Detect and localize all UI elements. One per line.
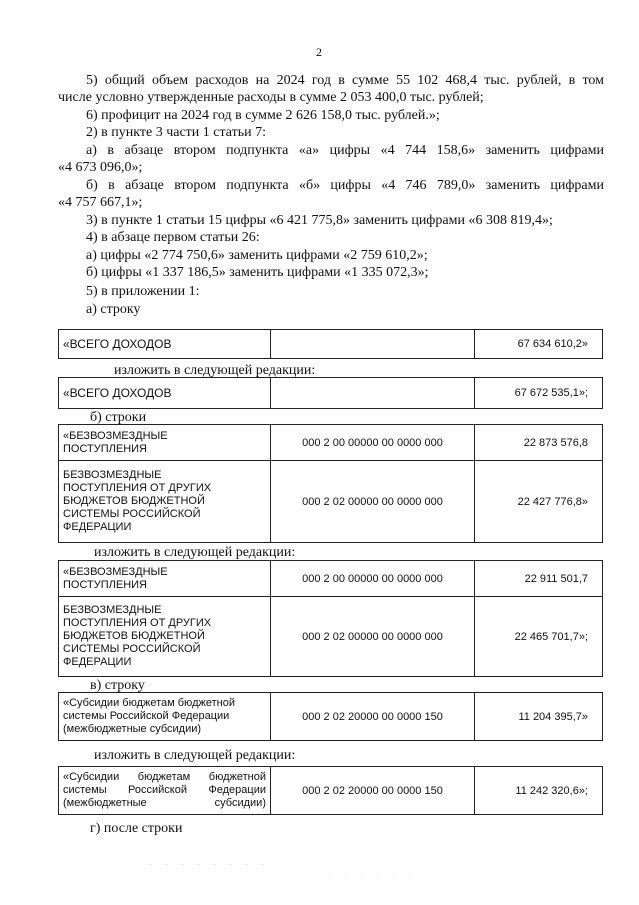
table-cell-name [59,693,271,741]
table-cell-value: 22 873 576,8 [475,425,603,461]
table-cell-code: 000 2 00 00000 00 0000 000 [271,425,475,461]
paragraph-article7: 2) в пункте 3 части 1 статьи 7: [86,125,267,140]
table-cell-name: «ВСЕГО ДОХОДОВ [59,378,271,409]
table-cell-name [59,561,271,597]
paragraph-new-edition-3: изложить в следующей редакции: [94,748,296,763]
table-cell-name-line: ФЕДЕРАЦИИ [63,656,132,668]
table-cell-name-line: СИСТЕМЫ РОССИЙСКОЙ [63,508,201,520]
table-cell-name-line: (межбюджетные субсидии) [63,797,266,809]
page-number: 2 [316,45,322,59]
table-cell-value: 11 242 320,6»; [475,767,603,815]
paragraph-new-edition-1: изложить в следующей редакции: [114,363,316,378]
table-cell-value: 67 634 610,2» [475,330,603,359]
table-cell-code: 000 2 02 00000 00 0000 000 [271,461,475,543]
table-cell-name-line: ПОСТУПЛЕНИЯ [63,578,148,591]
table-gratuitous-income-new [58,560,603,677]
table-cell-name-line: «Субсидии бюджетам бюджетной [63,771,266,783]
table-cell-name-line: ПОСТУПЛЕНИЯ ОТ ДРУГИХ [63,482,212,494]
table-cell-name-line: СИСТЕМЫ РОССИЙСКОЙ [63,643,201,655]
table-row [59,330,603,359]
paragraph-row-v: в) строку [90,678,145,693]
table-cell-name-line: БЕЗВОЗМЕЗДНЫЕ [63,469,162,481]
paragraph-new-edition-2: изложить в следующей редакции: [94,545,296,560]
table-row [59,378,603,409]
table-cell-name-line: «БЕЗВОЗМЕЗДНЫЕ [63,429,168,442]
table-cell-code: 000 2 02 20000 00 0000 150 [271,767,475,815]
table-row [59,461,603,543]
paragraph-expenses-line2: числе условно утвержденные расходы в сумме 2 053 400,0 тыс. рублей; [58,90,484,105]
scan-noise: . . . . . . . . [150,858,270,867]
table-row [59,425,603,461]
paragraph-subpoint-b-line2: «4 757 667,1»; [58,195,143,210]
table-cell-name-line: БЮДЖЕТОВ БЮДЖЕТНОЙ [63,630,205,642]
paragraph-subpoint-a-line1: а) в абзаце втором подпункта «а» цифры «4 744 158,6» заменить цифрами [86,143,604,158]
table-cell-value: 22 427 776,8» [475,461,603,543]
table-cell-name-line: ПОСТУПЛЕНИЯ ОТ ДРУГИХ [63,617,212,629]
scan-noise: . . . . . . [330,870,418,879]
table-total-income-new [58,377,603,409]
paragraph-article26: 4) в абзаце первом статьи 26: [86,230,260,245]
table-cell-code: 000 2 02 00000 00 0000 000 [271,597,475,677]
paragraph-row-a: а) строку [86,302,141,317]
table-cell-value: 11 204 395,7» [475,693,603,741]
table-row [59,597,603,677]
table-cell-name-line: «БЕЗВОЗМЕЗДНЫЕ [63,565,168,578]
table-row [59,561,603,597]
paragraph-after-row-g: г) после строки [90,821,183,836]
table-cell-code: 000 2 02 20000 00 0000 150 [271,693,475,741]
paragraph-surplus: 6) профицит на 2024 год в сумме 2 626 158,0 тыс. рублей.»; [86,108,440,123]
paragraph-article26-a: а) цифры «2 774 750,6» заменить цифрами «2 759 610,2»; [86,248,428,263]
paragraph-rows-b: б) строки [90,410,147,425]
table-cell-name [59,461,271,543]
table-row [59,693,603,741]
table-cell-name-line: «Субсидии бюджетам бюджетной [63,697,235,709]
table-total-income-old [58,329,603,359]
table-cell-name [59,597,271,677]
table-cell-name [59,425,271,461]
paragraph-subpoint-a-line2: «4 673 096,0»; [58,160,143,175]
table-cell-value: 22 465 701,7»; [475,597,603,677]
table-cell-name-line: ПОСТУПЛЕНИЯ [63,442,148,455]
paragraph-expenses-line1: 5) общий объем расходов на 2024 год в сумме 55 102 468,4 тыс. рублей, в том [86,73,604,88]
table-gratuitous-income-old [58,424,603,543]
table-cell-name-line: системы Российской Федерации [63,784,266,796]
table-cell-name-line: БЕЗВОЗМЕЗДНЫЕ [63,604,162,616]
paragraph-subpoint-b-line1: б) в абзаце втором подпункта «б» цифры «4 746 789,0» заменить цифрами [86,178,604,193]
table-cell-name-line: БЮДЖЕТОВ БЮДЖЕТНОЙ [63,495,205,507]
table-cell-code [271,378,475,409]
paragraph-article15: 3) в пункте 1 статьи 15 цифры «6 421 775,8» заменить цифрами «6 308 819,4»; [86,213,553,228]
table-cell-name [59,767,271,815]
table-row [59,767,603,815]
table-cell-name: «ВСЕГО ДОХОДОВ [59,330,271,359]
table-cell-name-line: (межбюджетные субсидии) [63,723,202,735]
paragraph-appendix1: 5) в приложении 1: [86,284,200,299]
table-cell-name-line: системы Российской Федерации [63,710,230,722]
table-cell-code: 000 2 00 00000 00 0000 000 [271,561,475,597]
paragraph-article26-b: б) цифры «1 337 186,5» заменить цифрами «1 335 072,3»; [86,265,429,280]
table-cell-name-line: ФЕДЕРАЦИИ [63,521,132,533]
table-subsidies-new [58,766,603,815]
table-subsidies-old [58,692,603,741]
table-cell-value: 67 672 535,1»; [475,378,603,409]
table-cell-code [271,330,475,359]
table-cell-value: 22 911 501,7 [475,561,603,597]
